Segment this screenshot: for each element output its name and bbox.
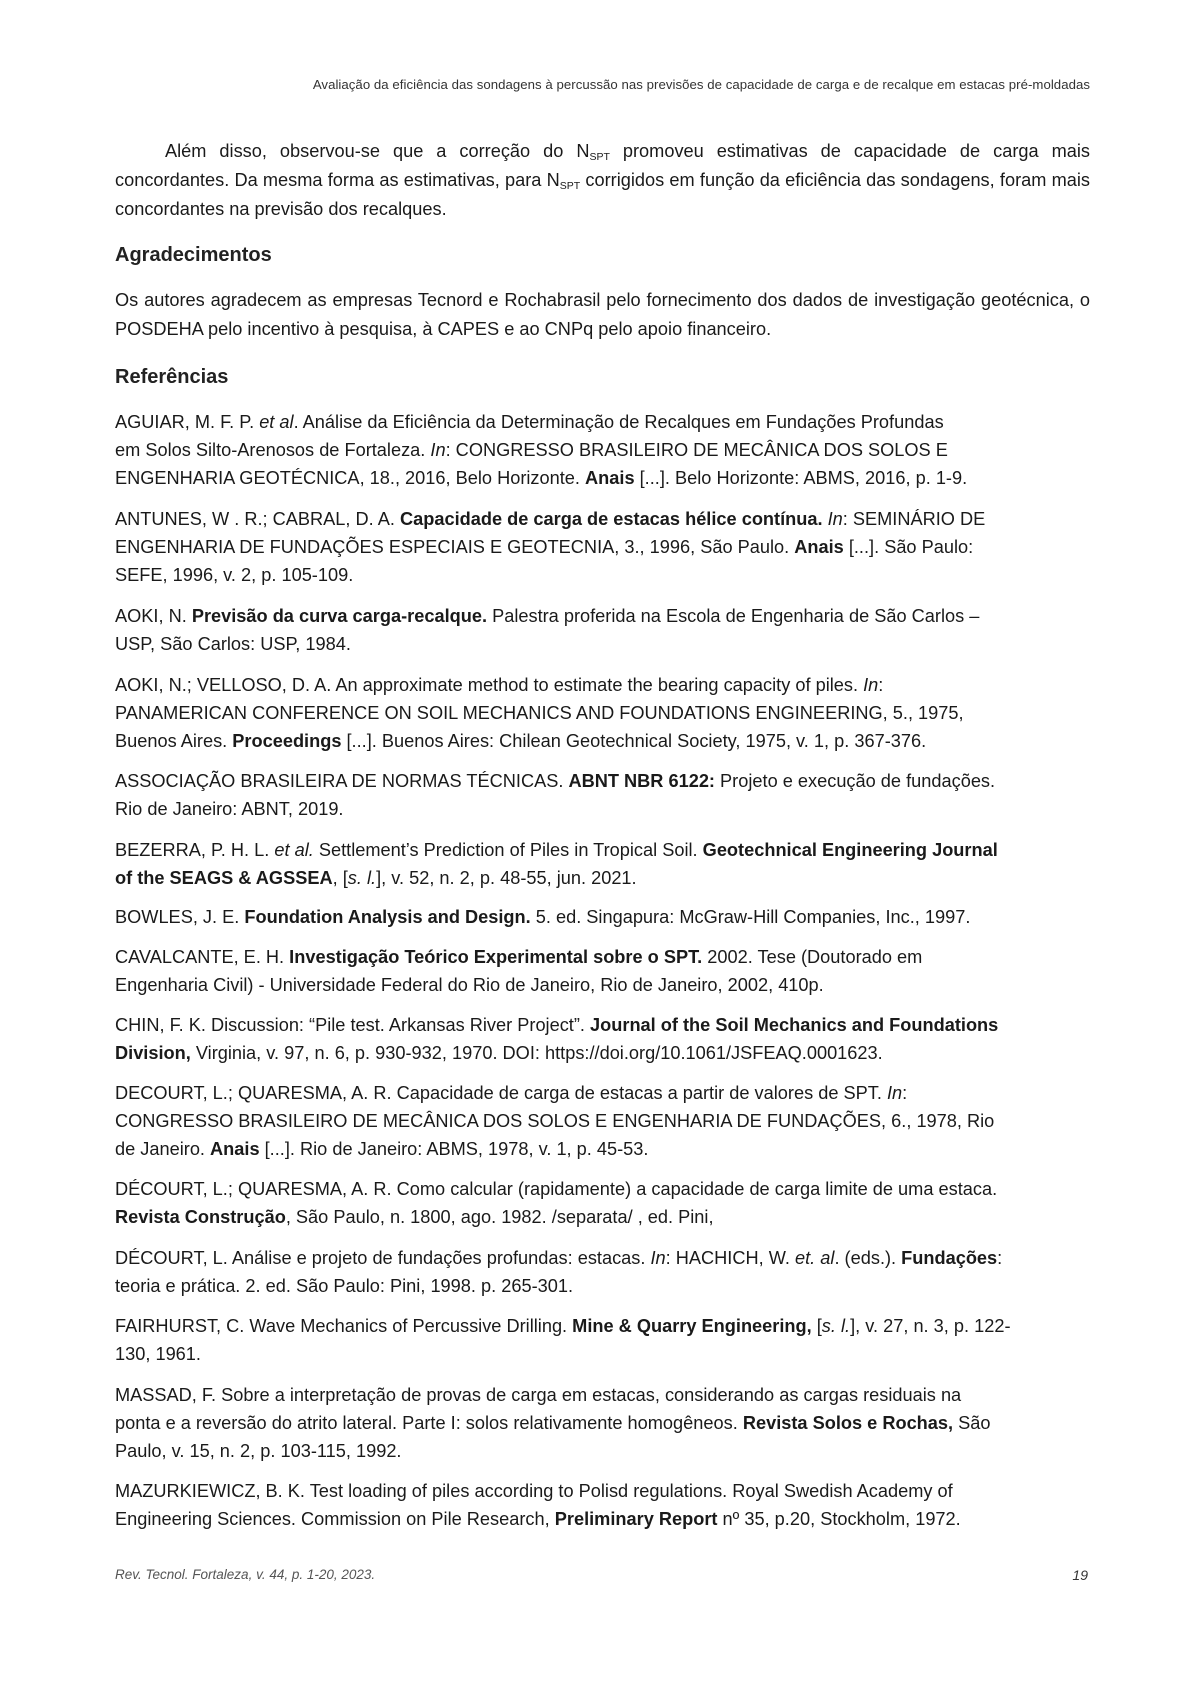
reference-fragment: de Janeiro. xyxy=(115,1139,211,1159)
reference-fragment: AGUIAR, M. F. P. xyxy=(115,412,260,432)
reference-fragment: BOWLES, J. E. xyxy=(115,907,245,927)
reference-fragment: of the SEAGS & AGSSEA xyxy=(115,868,333,888)
reference-fragment: nº 35, p.20, Stockholm, 1972. xyxy=(717,1509,961,1529)
reference-fragment: Capacidade de carga de estacas hélice contínua. xyxy=(400,509,823,529)
reference-fragment: CONGRESSO BRASILEIRO DE MECÂNICA DOS SOLOS E ENGENHARIA DE FUNDAÇÕES, 6., 1978, Rio xyxy=(115,1111,995,1131)
reference-fragment: DÉCOURT, L. Análise e projeto de fundações profundas: estacas. xyxy=(115,1248,651,1268)
reference-fragment: Proceedings xyxy=(232,731,342,751)
intro-text-3: corrigidos em função da eficiência das sondagens, foram mais concordantes na previsão dos recalques. xyxy=(115,170,1090,219)
reference-fragment: Palestra proferida na Escola de Engenharia de São Carlos – xyxy=(487,606,980,626)
reference-fragment: ANTUNES, W . R.; CABRAL, D. A. xyxy=(115,509,400,529)
reference-fragment: ponta e a reversão do atrito lateral. Parte I: solos relativamente homogêneos. xyxy=(115,1413,743,1433)
reference-fragment: s. l. xyxy=(821,1316,851,1336)
reference-fragment: Division, xyxy=(115,1043,191,1063)
reference-fragment: AOKI, N.; VELLOSO, D. A. An approximate method to estimate the bearing capacity of piles. xyxy=(115,675,864,695)
reference-fragment: ASSOCIAÇÃO BRASILEIRA DE NORMAS TÉCNICAS. xyxy=(115,771,569,791)
reference-fragment: Geotechnical Engineering Journal xyxy=(702,840,998,860)
reference-fragment: : SEMINÁRIO DE xyxy=(842,509,986,529)
references-heading: Referências xyxy=(115,366,229,388)
reference-fragment: SEFE, 1996, v. 2, p. 105-109. xyxy=(115,565,354,585)
reference-fragment: CAVALCANTE, E. H. xyxy=(115,947,290,967)
reference-item xyxy=(115,1312,1090,1368)
reference-fragment: : xyxy=(997,1248,1003,1268)
reference-fragment: , São Paulo, n. 1800, ago. 1982. /separata/ , ed. Pini, xyxy=(285,1207,714,1227)
reference-fragment: [ xyxy=(811,1316,822,1336)
reference-fragment: Virginia, v. 97, n. 6, p. 930-932, 1970. DOI: https://doi.org/10.1061/JSFEAQ.0001623. xyxy=(190,1043,883,1063)
reference-fragment: : HACHICH, W. xyxy=(665,1248,796,1268)
reference-fragment: DECOURT, L.; QUARESMA, A. R. Capacidade de carga de estacas a partir de valores de SPT. xyxy=(115,1083,887,1103)
reference-fragment: et. al xyxy=(795,1248,835,1268)
reference-fragment: Investigação Teórico Experimental sobre o SPT. xyxy=(289,947,703,967)
reference-fragment: [...]. Rio de Janeiro: ABMS, 1978, v. 1, p. 45-53. xyxy=(259,1139,649,1159)
reference-fragment: ENGENHARIA DE FUNDAÇÕES ESPECIAIS E GEOTECNIA, 3., 1996, São Paulo. xyxy=(115,537,795,557)
reference-fragment: [...]. Buenos Aires: Chilean Geotechnical Society, 1975, v. 1, p. 367-376. xyxy=(341,731,927,751)
reference-fragment: BEZERRA, P. H. L. xyxy=(115,840,275,860)
reference-item xyxy=(115,903,1090,931)
reference-item xyxy=(115,836,1090,892)
reference-item xyxy=(115,1175,1090,1231)
reference-fragment: ], v. 27, n. 3, p. 122- xyxy=(850,1316,1011,1336)
reference-fragment: Engenharia Civil) - Universidade Federal do Rio de Janeiro, Rio de Janeiro, 2002, 410p. xyxy=(115,975,824,995)
reference-fragment: Previsão da curva carga-recalque. xyxy=(191,606,488,626)
reference-fragment: Anais xyxy=(794,537,844,557)
reference-item xyxy=(115,1477,1090,1533)
reference-fragment: : CONGRESSO BRASILEIRO DE MECÂNICA DOS SOLOS E xyxy=(445,440,948,460)
reference-item xyxy=(115,602,1090,658)
reference-fragment: : xyxy=(878,675,884,695)
acknowledgements-text: Os autores agradecem as empresas Tecnord e Rochabrasil pelo fornecimento dos dados de investigação geotécnica, o POSDEHA pelo incentivo à pesquisa, à CAPES e ao CNPq pelo apoio financeiro. xyxy=(115,290,1090,339)
reference-fragment: [...]. São Paulo: xyxy=(843,537,974,557)
reference-fragment: Projeto e execução de fundações. xyxy=(715,771,996,791)
reference-fragment: PANAMERICAN CONFERENCE ON SOIL MECHANICS AND FOUNDATIONS ENGINEERING, 5., 1975, xyxy=(115,703,964,723)
reference-fragment: Anais xyxy=(210,1139,260,1159)
reference-fragment: Rio de Janeiro: ABNT, 2019. xyxy=(115,799,344,819)
footer-citation: Rev. Tecnol. Fortaleza, v. 44, p. 1-20, 2023. xyxy=(115,1567,376,1582)
reference-fragment: s. l. xyxy=(347,868,377,888)
reference-fragment: In xyxy=(430,440,446,460)
reference-fragment: DÉCOURT, L.; QUARESMA, A. R. Como calcular (rapidamente) a capacidade de carga limite de uma estaca. xyxy=(115,1179,998,1199)
reference-fragment: , [ xyxy=(332,868,348,888)
reference-fragment: Revista Solos e Rochas, xyxy=(742,1413,954,1433)
reference-fragment: 5. ed. Singapura: McGraw-Hill Companies, Inc., 1997. xyxy=(530,907,971,927)
reference-fragment: In xyxy=(863,675,879,695)
reference-fragment: CHIN, F. K. Discussion: “Pile test. Arkansas River Project”. xyxy=(115,1015,591,1035)
reference-fragment: teoria e prática. 2. ed. São Paulo: Pini, 1998. p. 265-301. xyxy=(115,1276,574,1296)
reference-fragment: Anais xyxy=(585,468,635,488)
reference-fragment: Foundation Analysis and Design. xyxy=(244,907,531,927)
reference-fragment: AOKI, N. xyxy=(115,606,192,626)
reference-item xyxy=(115,1011,1090,1067)
reference-fragment: ABNT NBR 6122: xyxy=(568,771,715,791)
spt-subscript: SPT xyxy=(559,180,581,192)
reference-item xyxy=(115,1079,1090,1163)
reference-fragment: FAIRHURST, C. Wave Mechanics of Percussive Drilling. xyxy=(115,1316,573,1336)
reference-fragment: ], v. 52, n. 2, p. 48-55, jun. 2021. xyxy=(376,868,637,888)
reference-item xyxy=(115,1381,1090,1465)
reference-fragment: Settlement’s Prediction of Piles in Tropical Soil. xyxy=(313,840,703,860)
reference-fragment: Buenos Aires. xyxy=(115,731,233,751)
reference-fragment: Paulo, v. 15, n. 2, p. 103-115, 1992. xyxy=(115,1441,402,1461)
spt-subscript: SPT xyxy=(589,151,610,163)
reference-fragment: . (eds.). xyxy=(834,1248,902,1268)
reference-fragment: Journal of the Soil Mechanics and Foundations xyxy=(590,1015,999,1035)
reference-fragment: Engineering Sciences. Commission on Pile Research, xyxy=(115,1509,555,1529)
reference-fragment: In xyxy=(822,509,843,529)
intro-text-2: promoveu estimativas de capacidade de carga mais concordantes. Da mesma forma as estimativas, para N xyxy=(115,141,1090,190)
reference-item xyxy=(115,943,1090,999)
reference-fragment: Mine & Quarry Engineering, xyxy=(572,1316,812,1336)
reference-fragment: [...]. Belo Horizonte: ABMS, 2016, p. 1-9. xyxy=(634,468,968,488)
intro-text-1: Além disso, observou-se que a correção do N xyxy=(165,141,590,161)
reference-item xyxy=(115,1244,1090,1300)
reference-fragment: 130, 1961. xyxy=(115,1344,201,1364)
reference-fragment: In xyxy=(650,1248,666,1268)
reference-item xyxy=(115,408,1090,492)
reference-item xyxy=(115,505,1090,589)
reference-fragment: MASSAD, F. Sobre a interpretação de provas de carga em estacas, considerando as cargas residuais na xyxy=(115,1385,962,1405)
reference-item xyxy=(115,671,1090,755)
reference-fragment: Preliminary Report xyxy=(554,1509,718,1529)
reference-fragment: : xyxy=(902,1083,908,1103)
intro-paragraph xyxy=(115,137,1090,224)
reference-fragment: Fundações xyxy=(901,1248,998,1268)
running-header: Avaliação da eficiência das sondagens à percussão nas previsões de capacidade de carga e de recalque em estacas pré-moldadas xyxy=(312,77,1090,92)
reference-fragment: USP, São Carlos: USP, 1984. xyxy=(115,634,351,654)
reference-fragment: . Análise da Eficiência da Determinação de Recalques em Fundações Profundas xyxy=(293,412,944,432)
reference-fragment: et al. xyxy=(274,840,314,860)
reference-fragment: Revista Construção xyxy=(115,1207,286,1227)
reference-fragment: MAZURKIEWICZ, B. K. Test loading of piles according to Polisd regulations. Royal Swedish Academy of xyxy=(115,1481,953,1501)
reference-item xyxy=(115,767,1090,823)
reference-fragment: et al xyxy=(259,412,294,432)
reference-fragment: São xyxy=(953,1413,991,1433)
reference-fragment: 2002. Tese (Doutorado em xyxy=(702,947,923,967)
reference-fragment: In xyxy=(886,1083,903,1103)
page-number: 19 xyxy=(1072,1567,1088,1583)
reference-fragment: ENGENHARIA GEOTÉCNICA, 18., 2016, Belo Horizonte. xyxy=(115,468,586,488)
reference-fragment: em Solos Silto-Arenosos de Fortaleza. xyxy=(115,440,431,460)
acknowledgements-heading: Agradecimentos xyxy=(115,244,272,266)
